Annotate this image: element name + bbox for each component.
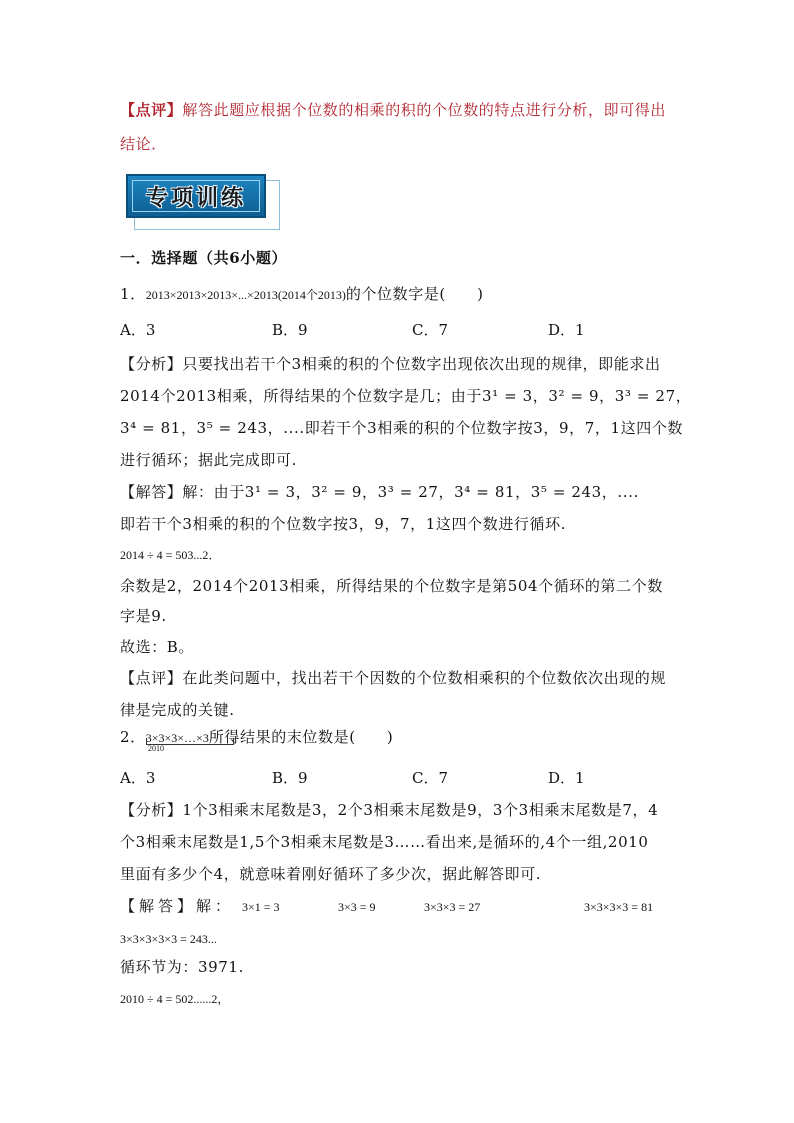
q2-option-c: C．7 [412,769,449,787]
q2-suffix: 所得结果的末位数是( ) [208,728,394,746]
q1-option-d: D．1 [548,321,585,339]
q1-solution-line-1: 【解答】解：由于3¹ = 3，3² = 9，3³ = 27，3⁴ = 81，3⁵ = 243，.... [120,483,639,501]
banner-title: 专项训练 [145,185,246,211]
comment-tag: 【点评】 [120,101,183,119]
q2-solution-item-4: 3×3×3×3 = 81 [584,900,654,914]
q1-solution-line-5: 字是9. [120,607,167,625]
comment-text: 解答此题应根据个位数的相乘的积的个位数的特点进行分析，即可得出 [182,101,667,119]
q1-solution-line-4: 余数是2，2014个2013相乘，所得结果的个位数字是第504个循环的第二个数 [120,577,663,595]
q2-math: 3×3×3×…×3 [145,731,209,745]
q1-analysis-line-2: 2014个2013相乘，所得结果的个位数字是几；由于3¹ = 3，3² = 9，3³ = 27， [120,387,692,405]
q1-option-c: C．7 [412,321,449,339]
section-banner [126,174,278,228]
comment-line-2: 结论． [120,135,167,153]
q2-analysis-line-1: 【分析】1个3相乘末尾数是3，2个3相乘末尾数是9，3个3相乘末尾数是7，4 [120,801,659,819]
q1-solution-line-3: 2014 ÷ 4 = 503...2． [120,548,221,562]
q2-option-a: A．3 [120,769,156,787]
q1-math: 2013×2013×2013×...×2013(2014个2013) [145,288,346,302]
q1-comment-line-2: 律是完成的关键. [120,701,235,719]
q1-solution-line-6: 故选：B。 [120,638,195,656]
q2-option-d: D．1 [548,769,585,787]
q1-solution-line-2: 即若干个3相乘的积的个位数字按3，9，7，1这四个数进行循环. [120,515,567,533]
banner-box [126,174,266,218]
q2-solution-line-4: 2010 ÷ 4 = 502......2， [120,992,230,1006]
q1-option-b: B．9 [272,321,308,339]
q2-solution-tag: 【解答】解： [120,897,235,915]
q2-brace-label: 2010 [148,744,164,753]
q1-analysis-line-4: 进行循环；据此完成即可. [120,451,297,469]
q2-number: 2． [120,728,146,746]
q2-analysis-line-3: 里面有多少个4，就意味着刚好循环了多少次，据此解答即可. [120,865,542,883]
q1-number: 1． [120,285,146,303]
q2-solution-line-2: 3×3×3×3×3 = 243... [120,932,217,946]
q2-solution-item-2: 3×3 = 9 [338,900,376,914]
q1-suffix: 的个位数字是( ) [345,285,484,303]
comment-line-1 [120,100,666,120]
q1-comment-line-1: 【点评】在此类问题中，找出若干个因数的个位数相乘积的个位数依次出现的规 [120,669,667,687]
section-heading: 一．选择题（共6小题） [120,249,288,267]
banner-inner [132,180,260,212]
q1-analysis-line-3: 3⁴ = 81，3⁵ = 243，....即若干个3相乘的积的个位数字按3，9，7，1这四个数 [120,419,684,437]
q2-solution-line-3: 循环节为：3971. [120,958,244,976]
q2-solution-item-3: 3×3×3 = 27 [424,900,481,914]
q2-analysis-line-2: 个3相乘末尾数是1,5个3相乘末尾数是3……看出来,是循环的,4个一组,2010 [120,833,649,851]
q2-solution-item-1: 3×1 = 3 [242,900,280,914]
q2-option-b: B．9 [272,769,308,787]
q1-stem [120,284,484,305]
q1-analysis-line-1: 【分析】只要找出若干个3相乘的积的个位数字出现依次出现的规律，即能求出 [120,355,661,373]
q1-option-a: A．3 [120,321,156,339]
